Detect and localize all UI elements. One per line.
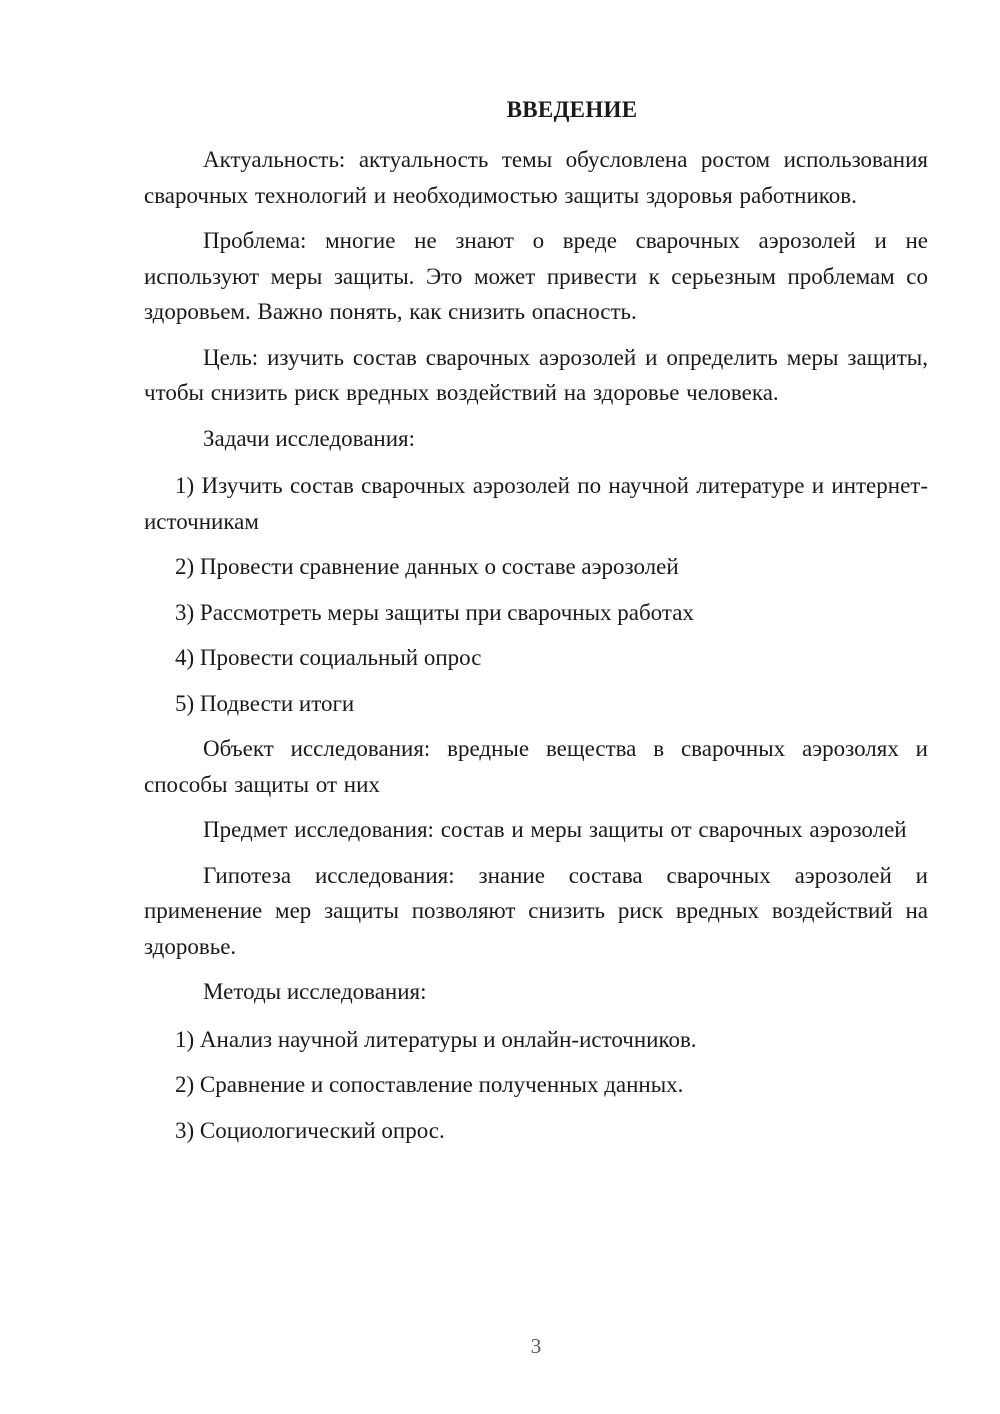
task-item: 3) Рассмотреть меры защиты при сварочных работах <box>175 599 694 625</box>
tasks-heading: Задачи исследования: <box>203 425 416 451</box>
task-item: 5) Подвести итоги <box>175 690 355 716</box>
goal-paragraph: Цель: изучить состав сварочных аэрозолей и определить меры защиты, чтобы снизить риск вредных воздействий на здоровье человека. <box>144 344 928 405</box>
method-item: 1) Анализ научной литературы и онлайн-источников. <box>175 1026 697 1052</box>
object-paragraph: Объект исследования: вредные вещества в сварочных аэрозолях и способы защиты от них <box>144 736 928 797</box>
page-title: ВВЕДЕНИЕ <box>506 97 638 122</box>
task-item: 4) Провести социальный опрос <box>175 645 482 670</box>
problem-paragraph: Проблема: многие не знают о вреде сварочных аэрозолей и не используют меры защиты. Это может привести к серьезным проблемам со здоровьем. Важно понять, как снизить опасность. <box>144 228 928 324</box>
method-item: 2) Сравнение и сопоставление полученных данных. <box>175 1072 684 1097</box>
method-item: 3) Социологический опрос. <box>175 1117 445 1143</box>
methods-heading: Методы исследования: <box>203 979 427 1004</box>
page-content <box>144 92 928 1158</box>
task-item: 1) Изучить состав сварочных аэрозолей по научной литературе и интернет-источникам <box>144 473 928 534</box>
task-item: 2) Провести сравнение данных о составе аэрозолей <box>175 554 679 579</box>
hypothesis-paragraph: Гипотеза исследования: знание состава сварочных аэрозолей и применение мер защиты позволяют снизить риск вредных воздействий на здоровье. <box>144 862 928 959</box>
relevance-paragraph: Актуальность: актуальность темы обусловлена ростом использования сварочных технологий и необходимостью защиты здоровья работников. <box>144 147 928 208</box>
page-number: 3 <box>530 1334 542 1358</box>
subject-paragraph: Предмет исследования: состав и меры защиты от сварочных аэрозолей <box>203 817 907 842</box>
